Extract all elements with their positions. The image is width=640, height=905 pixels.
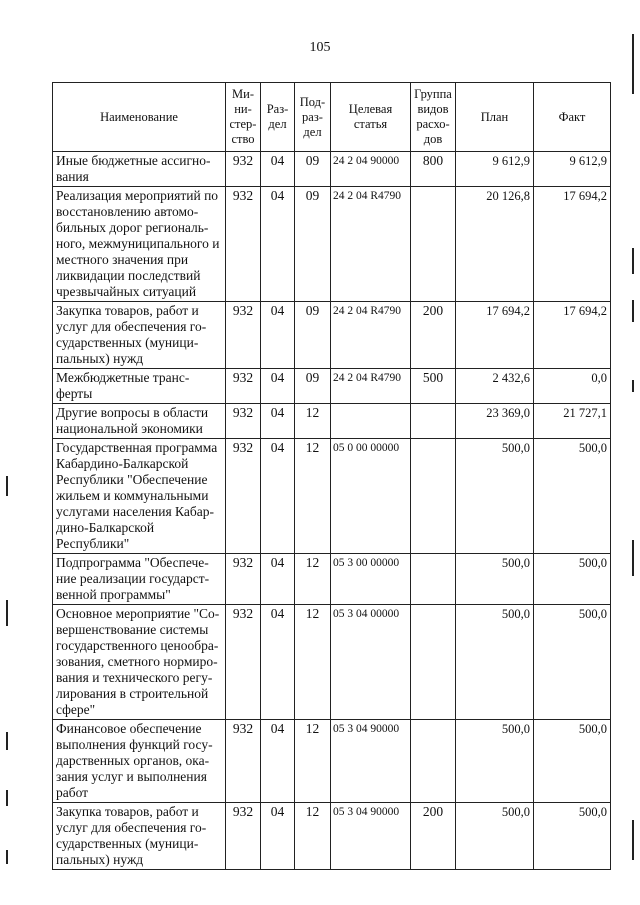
- row-expense-group: [411, 554, 456, 605]
- row-article: 05 0 00 00000: [331, 439, 411, 554]
- table-row: [53, 554, 611, 605]
- row-plan: 2 432,6: [456, 369, 534, 404]
- row-ministry: 932: [226, 720, 261, 803]
- row-subsection: 12: [295, 404, 331, 439]
- row-expense-group: 800: [411, 152, 456, 187]
- header-plan: План: [456, 83, 534, 152]
- row-plan: 500,0: [456, 803, 534, 870]
- scan-edge-mark: [632, 540, 634, 576]
- row-plan: 9 612,9: [456, 152, 534, 187]
- row-article: 05 3 04 00000: [331, 605, 411, 720]
- header-expense-group: Группа видов расхо- дов: [411, 83, 456, 152]
- scan-edge-mark: [6, 790, 8, 806]
- header-subsection: Под- раз- дел: [295, 83, 331, 152]
- row-fact: 17 694,2: [534, 187, 611, 302]
- row-fact: 17 694,2: [534, 302, 611, 369]
- row-article: 24 2 04 R4790: [331, 369, 411, 404]
- row-article: 05 3 04 90000: [331, 803, 411, 870]
- table-row: [53, 803, 611, 870]
- row-expense-group: [411, 187, 456, 302]
- budget-table: [52, 82, 611, 870]
- row-section: 04: [261, 369, 295, 404]
- row-fact: 500,0: [534, 720, 611, 803]
- row-article: 24 2 04 90000: [331, 152, 411, 187]
- table-row: [53, 152, 611, 187]
- row-ministry: 932: [226, 369, 261, 404]
- row-article: 05 3 00 00000: [331, 554, 411, 605]
- row-expense-group: [411, 605, 456, 720]
- table-row: [53, 302, 611, 369]
- row-subsection: 12: [295, 803, 331, 870]
- row-ministry: 932: [226, 187, 261, 302]
- row-subsection: 12: [295, 720, 331, 803]
- row-section: 04: [261, 152, 295, 187]
- row-section: 04: [261, 439, 295, 554]
- row-ministry: 932: [226, 404, 261, 439]
- row-fact: 21 727,1: [534, 404, 611, 439]
- page-number: 105: [309, 40, 331, 55]
- scan-edge-mark: [632, 34, 634, 94]
- row-ministry: 932: [226, 302, 261, 369]
- row-name: Межбюджетные транс- ферты: [53, 369, 226, 404]
- row-fact: 500,0: [534, 605, 611, 720]
- row-ministry: 932: [226, 803, 261, 870]
- row-plan: 20 126,8: [456, 187, 534, 302]
- row-subsection: 12: [295, 439, 331, 554]
- row-fact: 9 612,9: [534, 152, 611, 187]
- row-name: Финансовое обеспечение выполнения функций госу- дарственных органов, ока- зания услуг и выполнения работ: [53, 720, 226, 803]
- row-plan: 17 694,2: [456, 302, 534, 369]
- row-name: Закупка товаров, работ и услуг для обеспечения го- сударственных (муници- пальных) нужд: [53, 302, 226, 369]
- row-expense-group: 500: [411, 369, 456, 404]
- row-section: 04: [261, 720, 295, 803]
- row-plan: 23 369,0: [456, 404, 534, 439]
- row-article: 05 3 04 90000: [331, 720, 411, 803]
- table-row: [53, 720, 611, 803]
- row-fact: 0,0: [534, 369, 611, 404]
- row-expense-group: [411, 404, 456, 439]
- row-name: Основное мероприятие "Со- вершенствование системы государственного ценообра- зования, сметного нормиро- вания и технического регу- лирования в строительной сфере": [53, 605, 226, 720]
- row-ministry: 932: [226, 605, 261, 720]
- row-section: 04: [261, 554, 295, 605]
- row-name: Государственная программа Кабардино-Балкарской Республики "Обеспечение жильем и коммунальными услугами населения Кабар- дино-Балкарской Республики": [53, 439, 226, 554]
- row-fact: 500,0: [534, 439, 611, 554]
- table-row: [53, 439, 611, 554]
- row-plan: 500,0: [456, 439, 534, 554]
- table-row: [53, 605, 611, 720]
- row-section: 04: [261, 404, 295, 439]
- row-subsection: 09: [295, 187, 331, 302]
- row-article: [331, 404, 411, 439]
- scan-edge-mark: [632, 820, 634, 860]
- row-subsection: 09: [295, 369, 331, 404]
- row-expense-group: [411, 439, 456, 554]
- row-fact: 500,0: [534, 803, 611, 870]
- scan-edge-mark: [632, 380, 634, 392]
- row-ministry: 932: [226, 554, 261, 605]
- row-expense-group: 200: [411, 302, 456, 369]
- header-section: Раз- дел: [261, 83, 295, 152]
- row-section: 04: [261, 803, 295, 870]
- scan-edge-mark: [6, 476, 8, 496]
- row-subsection: 12: [295, 605, 331, 720]
- header-article: Целевая статья: [331, 83, 411, 152]
- row-plan: 500,0: [456, 720, 534, 803]
- scan-edge-mark: [6, 732, 8, 750]
- scan-edge-mark: [632, 300, 634, 322]
- row-expense-group: 200: [411, 803, 456, 870]
- scan-edge-mark: [632, 248, 634, 274]
- header-ministry: Ми- ни- стер- ство: [226, 83, 261, 152]
- row-name: Закупка товаров, работ и услуг для обеспечения го- сударственных (муници- пальных) нужд: [53, 803, 226, 870]
- scan-edge-mark: [6, 600, 8, 626]
- row-name: Подпрограмма "Обеспече- ние реализации государст- венной программы": [53, 554, 226, 605]
- row-section: 04: [261, 187, 295, 302]
- table-row: [53, 404, 611, 439]
- row-fact: 500,0: [534, 554, 611, 605]
- header-name: Наименование: [53, 83, 226, 152]
- row-section: 04: [261, 605, 295, 720]
- row-article: 24 2 04 R4790: [331, 187, 411, 302]
- row-subsection: 09: [295, 152, 331, 187]
- row-ministry: 932: [226, 439, 261, 554]
- row-subsection: 09: [295, 302, 331, 369]
- row-name: Реализация мероприятий по восстановлению автомо- бильных дорог региональ- ного, межмуниципального и местного значения при ликвидации последствий чрезвычайных ситуаций: [53, 187, 226, 302]
- scan-edge-mark: [6, 850, 8, 864]
- row-plan: 500,0: [456, 554, 534, 605]
- table-row: [53, 369, 611, 404]
- row-section: 04: [261, 302, 295, 369]
- row-subsection: 12: [295, 554, 331, 605]
- row-name: Другие вопросы в области национальной экономики: [53, 404, 226, 439]
- row-plan: 500,0: [456, 605, 534, 720]
- header-fact: Факт: [534, 83, 611, 152]
- row-ministry: 932: [226, 152, 261, 187]
- table-row: [53, 187, 611, 302]
- row-article: 24 2 04 R4790: [331, 302, 411, 369]
- row-expense-group: [411, 720, 456, 803]
- table-header-row: [53, 83, 611, 152]
- row-name: Иные бюджетные ассигно- вания: [53, 152, 226, 187]
